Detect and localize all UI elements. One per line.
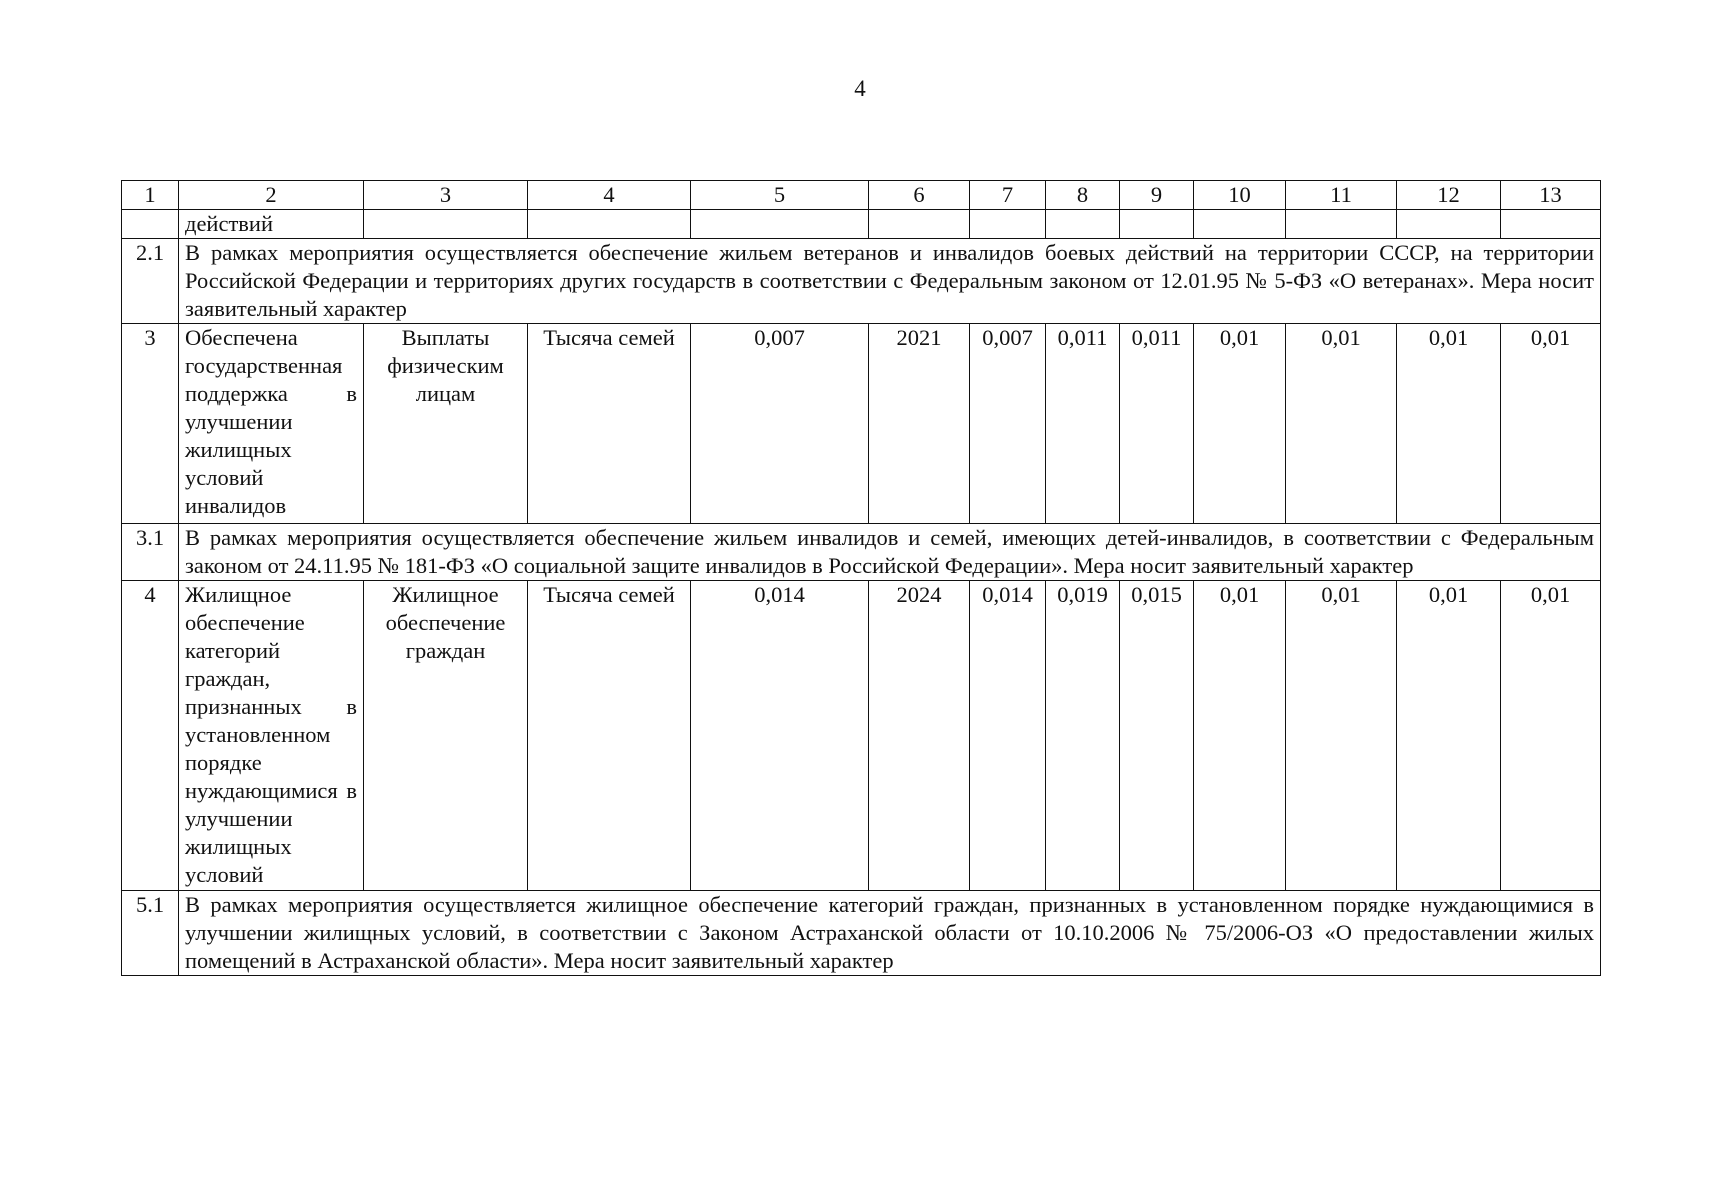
row-number: 4 bbox=[122, 581, 179, 891]
value-cell: 0,01 bbox=[1501, 324, 1601, 524]
value-cell: 0,01 bbox=[1194, 324, 1286, 524]
value-cell: 0,007 bbox=[970, 324, 1046, 524]
row-number: 5.1 bbox=[122, 891, 179, 976]
indicators-table bbox=[121, 180, 1601, 976]
note-text: В рамках мероприятия осуществляется обеспечение жильем ветеранов и инвалидов боевых действий на территории СССР, на территории Российской Федерации и территориях других государств в соответствии с Федеральным законом от 12.01.95 № 5-ФЗ «О ветеранах». Мера носит заявительный характер bbox=[179, 239, 1601, 324]
continuation-text: действий bbox=[179, 210, 364, 239]
data-row bbox=[122, 324, 1601, 524]
value-cell: 0,014 bbox=[691, 581, 869, 891]
value-cell: 0,01 bbox=[1501, 581, 1601, 891]
note-text: В рамках мероприятия осуществляется обеспечение жильем инвалидов и семей, имеющих детей-инвалидов, в соответствии с Федеральным законом от 24.11.95 № 181-ФЗ «О социальной защите инвалидов в Российской Федерации». Мера носит заявительный характер bbox=[179, 524, 1601, 581]
value-cell: 0,01 bbox=[1286, 581, 1397, 891]
header-cell: 8 bbox=[1046, 181, 1120, 210]
header-cell: 7 bbox=[970, 181, 1046, 210]
row-number: 2.1 bbox=[122, 239, 179, 324]
value-cell: 2024 bbox=[869, 581, 970, 891]
measure-type: Жилищное обеспечение граждан bbox=[364, 581, 528, 891]
unit: Тысяча семей bbox=[528, 324, 691, 524]
note-row bbox=[122, 239, 1601, 324]
value-cell: 0,011 bbox=[1046, 324, 1120, 524]
header-cell: 2 bbox=[179, 181, 364, 210]
value-cell: 0,011 bbox=[1120, 324, 1194, 524]
value-cell: 0,01 bbox=[1286, 324, 1397, 524]
value-cell: 0,014 bbox=[970, 581, 1046, 891]
value-cell: 0,007 bbox=[691, 324, 869, 524]
value-cell: 2021 bbox=[869, 324, 970, 524]
note-text: В рамках мероприятия осуществляется жилищное обеспечение категорий граждан, признанных в установленном порядке нуждающимися в улучшении жилищных условий, в соответствии с Законом Астраханской области от 10.10.2006 № 75/2006-ОЗ «О предоставлении жилых помещений в Астраханской области». Мера носит заявительный характер bbox=[179, 891, 1601, 976]
note-row bbox=[122, 891, 1601, 976]
row-number: 3 bbox=[122, 324, 179, 524]
measure-type: Выплаты физическим лицам bbox=[364, 324, 528, 524]
value-cell: 0,01 bbox=[1194, 581, 1286, 891]
header-cell: 12 bbox=[1397, 181, 1501, 210]
value-cell: 0,01 bbox=[1397, 581, 1501, 891]
column-number-header-row bbox=[122, 181, 1601, 210]
header-cell: 3 bbox=[364, 181, 528, 210]
header-cell: 4 bbox=[528, 181, 691, 210]
value-cell: 0,01 bbox=[1397, 324, 1501, 524]
indicator-name: Обеспечена государственная поддержка в улучшении жилищных условий инвалидов bbox=[179, 324, 364, 524]
continuation-row bbox=[122, 210, 1601, 239]
note-row bbox=[122, 524, 1601, 581]
header-cell: 13 bbox=[1501, 181, 1601, 210]
row-number: 3.1 bbox=[122, 524, 179, 581]
unit: Тысяча семей bbox=[528, 581, 691, 891]
header-cell: 11 bbox=[1286, 181, 1397, 210]
header-cell: 6 bbox=[869, 181, 970, 210]
page-number: 4 bbox=[854, 76, 866, 101]
header-cell: 9 bbox=[1120, 181, 1194, 210]
header-cell: 10 bbox=[1194, 181, 1286, 210]
indicator-name: Жилищное обеспечение категорий граждан, признанных в установленном порядке нуждающимися в улучшении жилищных условий bbox=[179, 581, 364, 891]
header-cell: 1 bbox=[122, 181, 179, 210]
data-row bbox=[122, 581, 1601, 891]
header-cell: 5 bbox=[691, 181, 869, 210]
value-cell: 0,019 bbox=[1046, 581, 1120, 891]
value-cell: 0,015 bbox=[1120, 581, 1194, 891]
